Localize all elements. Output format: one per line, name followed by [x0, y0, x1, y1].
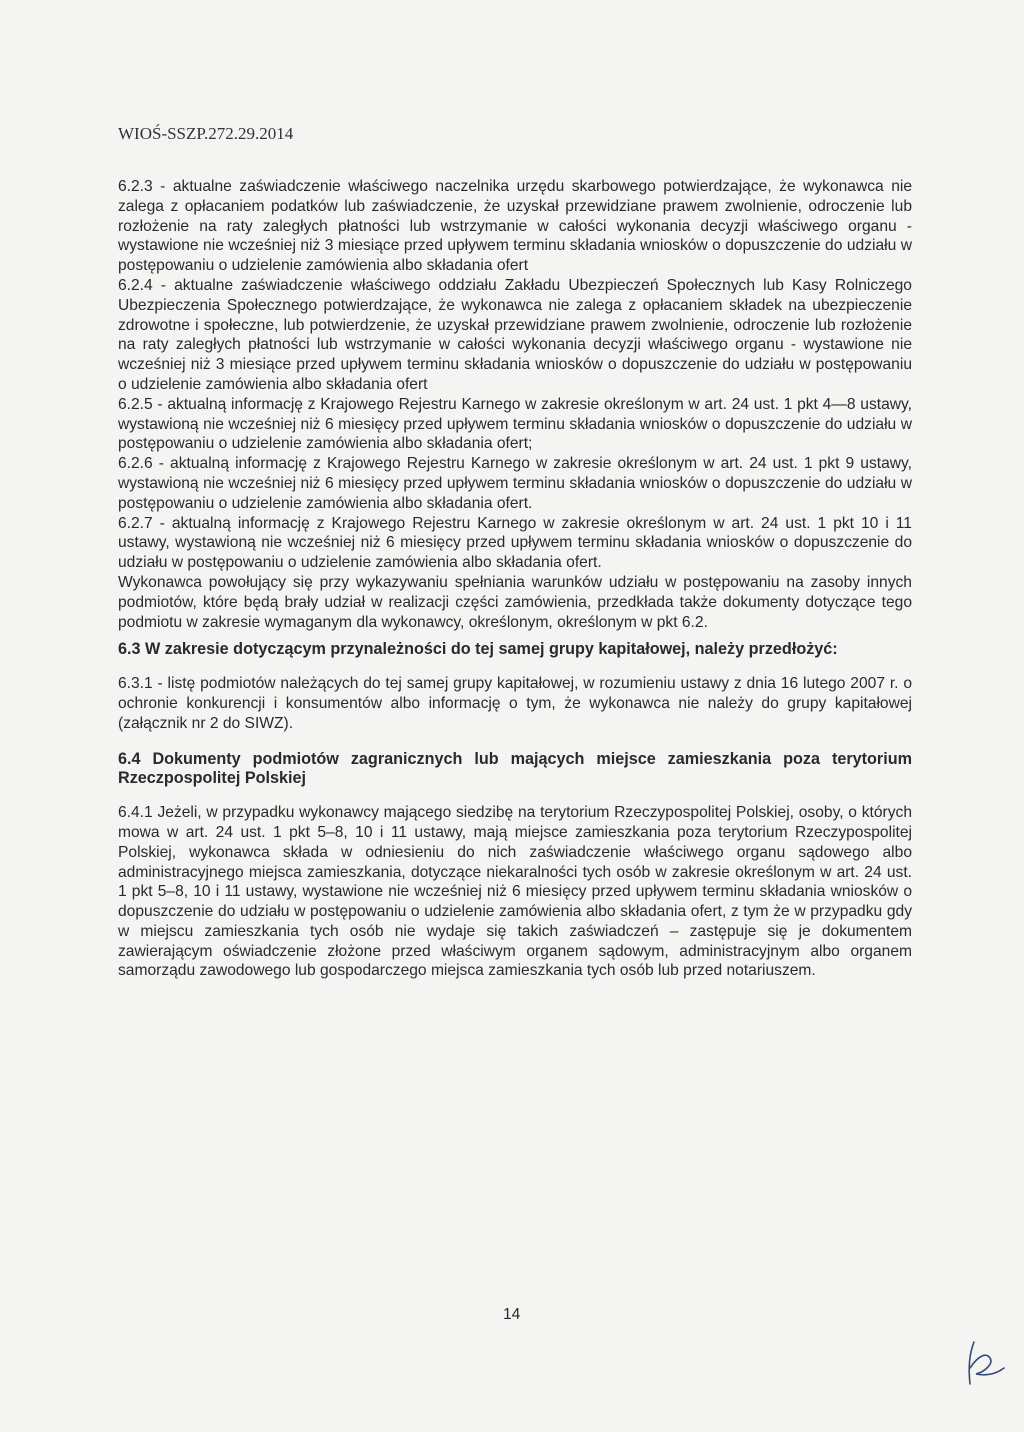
paragraph-6-2-3: 6.2.3 - aktualne zaświadczenie właściwego naczelnika urzędu skarbowego potwierdzające, że wykonawca nie zalega z opłacaniem podatków lub zaświadczenie, że uzyskał przewidziane prawem zwolnienie, odroczenie lub rozłożenie na raty zaległych płatności lub wstrzymanie w całości wykonania decyzji właściwego organu - wystawione nie wcześniej niż 3 miesiące przed upływem terminu składania wniosków o dopuszczenie do udziału w postępowaniu o udzielenie zamówienia albo składania ofert: [118, 178, 912, 275]
paragraph-6-2-5: 6.2.5 - aktualną informację z Krajowego Rejestru Karnego w zakresie określonym w art. 24 ust. 1 pkt 4—8 ustawy, wystawioną nie wcześniej niż 6 miesięcy przed upływem terminu składania wniosków o dopuszczenie do udziału w postępowaniu o udzielenie zamówienia albo składania ofert;: [118, 395, 912, 453]
paragraph-contractor-resources: Wykonawca powołujący się przy wykazywaniu spełniania warunków udziału w postępowaniu na zasoby innych podmiotów, które będą brały udział w realizacji części zamówienia, przedkłada także dokumenty dotyczące tego podmiotu w zakresie wymaganym dla wykonawcy, określonym, określonym w pkt 6.2.: [118, 573, 912, 631]
paragraph-6-3-1: 6.3.1 - listę podmiotów należących do tej samej grupy kapitałowej, w rozumieniu ustawy z dnia 16 lutego 2007 r. o ochronie konkurencji i konsumentów albo informację o tym, że wykonawca nie należy do grupy kapitałowej (załącznik nr 2 do SIWZ).: [118, 675, 912, 732]
handwritten-initials-signature: [964, 1338, 1010, 1388]
paragraph-6-2-6: 6.2.6 - aktualną informację z Krajowego Rejestru Karnego w zakresie określonym w art. 24 ust. 1 pkt 9 ustawy, wystawioną nie wcześniej niż 6 miesięcy przed upływem terminu składania wniosków o dopuszczenie do udziału w postępowaniu o udzielenie zamówienia albo składania ofert.: [118, 455, 912, 512]
paragraph-6-2-7: 6.2.7 - aktualną informację z Krajowego Rejestru Karnego w zakresie określonym w art. 24 ust. 1 pkt 10 i 11 ustawy, wystawioną nie wcześniej niż 6 miesięcy przed upływem terminu składania wniosków o dopuszczenie do udziału w postępowaniu o udzielenie zamówienia albo składania ofert.: [118, 514, 912, 572]
page-number: 14: [503, 1306, 521, 1323]
paragraph-6-2-4: 6.2.4 - aktualne zaświadczenie właściwego oddziału Zakładu Ubezpieczeń Społecznych lub Kasy Rolniczego Ubezpieczenia Społecznego potwierdzające, że wykonawca nie zalega z opłacaniem składek na ubezpieczenie zdrowotne i społeczne, lub potwierdzenie, że uzyskał przewidziane prawem zwolnienie, odroczenie lub rozłożenie na raty zaległych płatności lub wstrzymanie w całości wykonania decyzji właściwego organu - wystawione nie wcześniej niż 3 miesiące przed upływem terminu składania wniosków o dopuszczenie do udziału w postępowaniu o udzielenie zamówienia albo składania ofert: [118, 276, 912, 393]
document-reference: WIOŚ-SSZP.272.29.2014: [118, 124, 294, 143]
document-body: [118, 177, 912, 981]
section-heading-6-4: 6.4 Dokumenty podmiotów zagranicznych lub mających miejsce zamieszkania poza terytorium Rzeczpospolitej Polskiej: [118, 749, 912, 788]
paragraph-6-4-1: 6.4.1 Jeżeli, w przypadku wykonawcy mającego siedzibę na terytorium Rzeczypospolitej Polskiej, osoby, o których mowa w art. 24 ust. 1 pkt 5–8, 10 i 11 ustawy, mają miejsce zamieszkania poza terytorium Rzeczypospolitej Polskiej, wykonawca składa w odniesieniu do nich zaświadczenie właściwego organu sądowego albo administracyjnego miejsca zamieszkania, dotyczące niekaralności tych osób w zakresie określonym w art. 24 ust. 1 pkt 5–8, 10 i 11 ustawy, wystawione nie wcześniej niż 6 miesięcy przed upływem terminu składania wniosków o dopuszczenie do udziału w postępowaniu o udzielenie zamówienia albo składania ofert, z tym że w przypadku gdy w miejscu zamieszkania tych osób nie wydaje się takich zaświadczeń – zastępuje się je dokumentem zawierającym oświadczenie złożone przed właściwym organem sądowym, administracyjnym albo organem samorządu zawodowego lub gospodarczego miejsca zamieszkania tych osób lub przed notariuszem.: [118, 804, 912, 980]
section-heading-6-3: 6.3 W zakresie dotyczącym przynależności do tej samej grupy kapitałowej, należy przedłożyć:: [118, 640, 838, 659]
